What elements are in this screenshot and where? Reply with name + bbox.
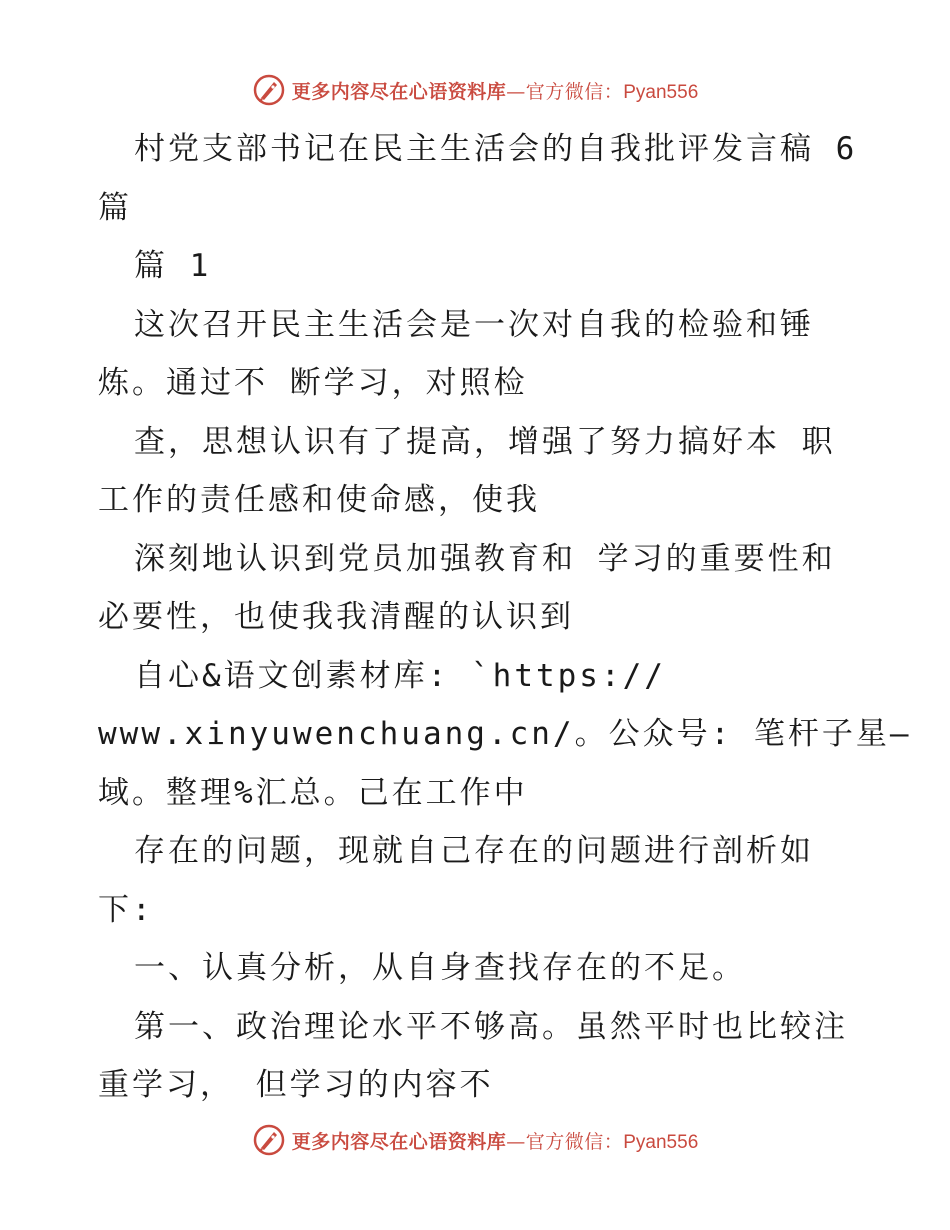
text-line: 查，思想认识有了提高，增强了努力搞好本 职: [134, 423, 836, 460]
text-line: 篇: [98, 189, 132, 226]
text-line: 一、认真分析，从自身查找存在的不足。: [134, 950, 746, 986]
banner-official-text: 官方微信：: [525, 80, 624, 103]
banner-wechat-id: Pyan556: [623, 1131, 699, 1153]
pen-quill-logo-icon: [252, 73, 286, 107]
text-line: 存在的问题，现就自己存在的问题进行剖析如: [134, 833, 814, 869]
text-line: 下:: [98, 891, 154, 928]
document-body: [98, 120, 912, 1115]
text-line: 这次召开民主生活会是一次对自我的检验和锤: [134, 306, 814, 343]
text-line: 自心&语文创素材库: `https://: [134, 657, 666, 694]
text-line: www.xinyuwenchuang.cn/。公众号: 笔杆子星—: [98, 716, 912, 752]
text-line: 第一、政治理论水平不够高。虽然平时也比较注: [134, 1008, 848, 1045]
text-line: 必要性，也使我我清醒的认识到: [98, 599, 574, 635]
text-line: 炼。通过不 断学习，对照检: [98, 365, 528, 401]
text-line: 域。整理%汇总。己在工作中: [98, 774, 528, 811]
banner-main-text: 更多内容尽在心语资料库: [291, 80, 507, 103]
banner-wechat-id: Pyan556: [623, 81, 699, 103]
banner-dash: —: [506, 1130, 526, 1153]
text-line: 重学习， 但学习的内容不: [98, 1067, 494, 1103]
header-banner-text: [292, 77, 699, 104]
document-title-line: 村党支部书记在民主生活会的自我批评发言稿 6: [134, 131, 858, 167]
banner-main-text: 更多内容尽在心语资料库: [291, 1130, 507, 1153]
footer-banner-text: [292, 1127, 699, 1154]
text-line: 深刻地认识到党员加强教育和 学习的重要性和: [134, 540, 836, 577]
header-banner: [0, 70, 950, 110]
banner-official-text: 官方微信：: [525, 1130, 624, 1153]
footer-banner: [0, 1120, 950, 1160]
banner-dash: —: [506, 80, 526, 103]
text-line: 篇 1: [134, 248, 212, 284]
text-line: 工作的责任感和使命感，使我: [98, 482, 540, 518]
pen-quill-logo-icon: [252, 1123, 286, 1157]
